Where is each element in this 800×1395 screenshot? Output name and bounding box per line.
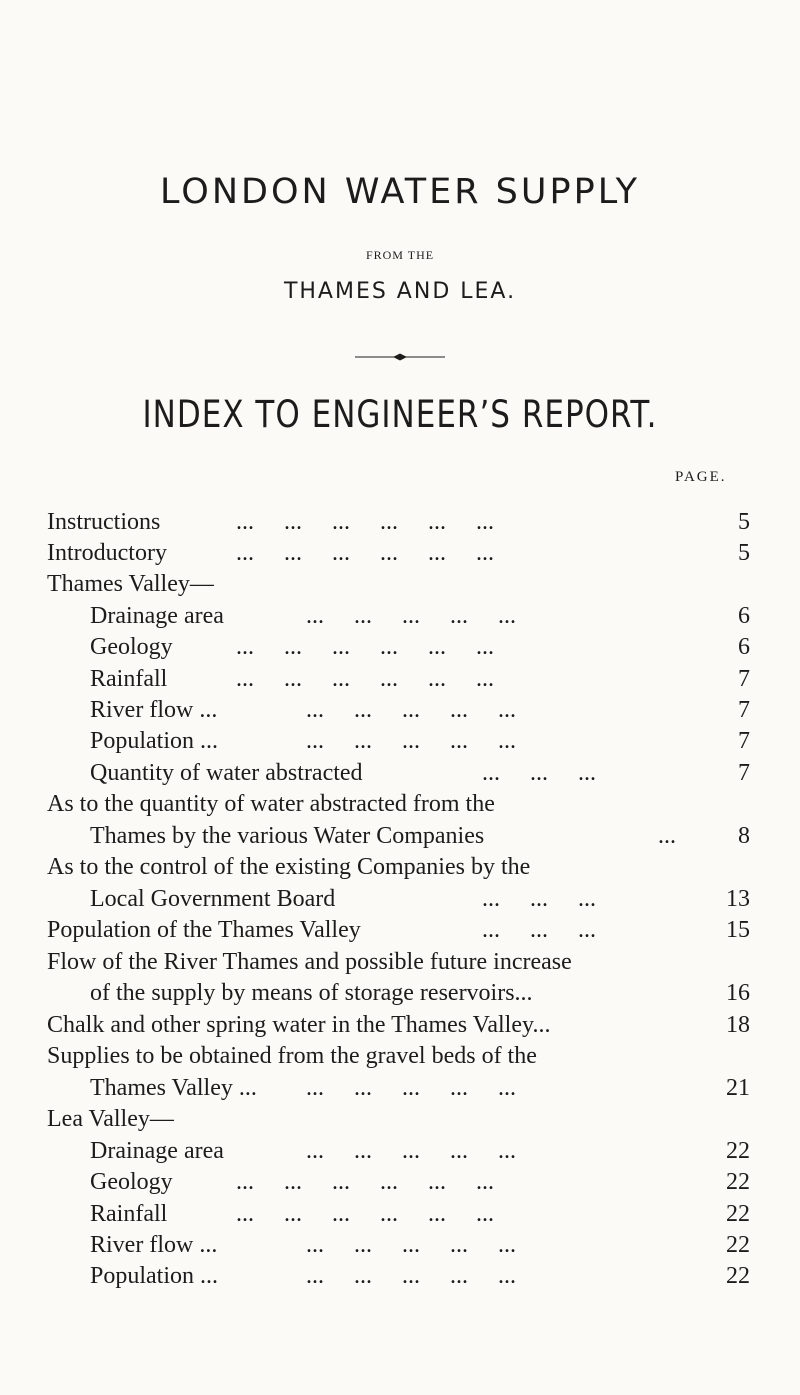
leader-dots: ... bbox=[658, 823, 676, 849]
leader-dots: ... ... ... ... ... ... bbox=[236, 634, 494, 660]
from-the-label: FROM THE bbox=[365, 248, 435, 262]
page-number: 5 bbox=[738, 540, 750, 566]
index-entry-text: Instructions bbox=[47, 509, 161, 535]
index-entry-text: of the supply by means of storage reservoirs... bbox=[90, 980, 533, 1006]
page-number: 13 bbox=[726, 886, 750, 912]
index-entry-text: Drainage area bbox=[90, 603, 224, 629]
leader-dots: ... ... ... ... ... ... bbox=[236, 540, 494, 566]
leader-dots: ... ... ... bbox=[482, 917, 596, 943]
page-number: 7 bbox=[738, 666, 750, 692]
index-entry-text: Geology bbox=[90, 1169, 173, 1195]
leader-dots: ... ... ... ... ... ... bbox=[236, 1169, 494, 1195]
page-number: 22 bbox=[726, 1138, 750, 1164]
page-number: 22 bbox=[726, 1263, 750, 1289]
index-entry-text: River flow ... bbox=[90, 697, 218, 723]
leader-dots: ... ... ... ... ... bbox=[306, 1138, 516, 1164]
index-title: INDEX TO ENGINEER’S REPORT. bbox=[142, 393, 658, 437]
page-number: 5 bbox=[738, 509, 750, 535]
index-entry-text: As to the quantity of water abstracted from the bbox=[47, 791, 495, 817]
leader-dots: ... ... ... ... ... bbox=[306, 603, 516, 629]
page-number: 7 bbox=[738, 760, 750, 786]
page-number: 18 bbox=[726, 1012, 750, 1038]
page-number: 8 bbox=[738, 823, 750, 849]
page-number: 15 bbox=[726, 917, 750, 943]
page-number: 7 bbox=[738, 728, 750, 754]
index-entry-text: Geology bbox=[90, 634, 173, 660]
index-entry-text: Introductory bbox=[47, 540, 167, 566]
page-number: 22 bbox=[726, 1169, 750, 1195]
section-heading: Lea Valley— bbox=[47, 1106, 174, 1132]
index-entry-text: Population of the Thames Valley bbox=[47, 917, 361, 943]
leader-dots: ... ... ... ... ... ... bbox=[236, 1201, 494, 1227]
section-heading: Thames Valley— bbox=[47, 571, 214, 597]
index-entry-text: Rainfall bbox=[90, 1201, 168, 1227]
leader-dots: ... ... ... ... ... bbox=[306, 728, 516, 754]
document-title: LONDON WATER SUPPLY bbox=[160, 172, 640, 212]
page-number: 22 bbox=[726, 1201, 750, 1227]
index-entry-text: Thames Valley ... bbox=[90, 1075, 257, 1101]
page-number: 6 bbox=[738, 634, 750, 660]
leader-dots: ... ... ... ... ... ... bbox=[236, 509, 494, 535]
page-number: 21 bbox=[726, 1075, 750, 1101]
leader-dots: ... ... ... ... ... bbox=[306, 1075, 516, 1101]
index-entry-text: River flow ... bbox=[90, 1232, 218, 1258]
document-subtitle: THAMES AND LEA. bbox=[283, 279, 517, 304]
leader-dots: ... ... ... bbox=[482, 760, 596, 786]
index-entry-text: Drainage area bbox=[90, 1138, 224, 1164]
index-entry-text: Rainfall bbox=[90, 666, 168, 692]
index-entry-text: Population ... bbox=[90, 728, 219, 754]
index-entry-text: Population ... bbox=[90, 1263, 219, 1289]
leader-dots: ... ... ... ... ... ... bbox=[236, 666, 494, 692]
page-number: 6 bbox=[738, 603, 750, 629]
leader-dots: ... ... ... ... ... bbox=[306, 697, 516, 723]
page-number: 7 bbox=[738, 697, 750, 723]
page-column-header: PAGE. bbox=[675, 469, 727, 485]
leader-dots: ... ... ... ... ... bbox=[306, 1232, 516, 1258]
page-number: 16 bbox=[726, 980, 750, 1006]
leader-dots: ... ... ... bbox=[482, 886, 596, 912]
index-entry-text: Thames by the various Water Companies bbox=[90, 823, 485, 849]
index-entry-text: Chalk and other spring water in the Thames Valley... bbox=[47, 1012, 551, 1038]
index-entry-text: Supplies to be obtained from the gravel beds of the bbox=[47, 1043, 537, 1069]
leader-dots: ... ... ... ... ... bbox=[306, 1263, 516, 1289]
page-number: 22 bbox=[726, 1232, 750, 1258]
index-entry-text: As to the control of the existing Companies by the bbox=[47, 854, 531, 880]
index-entry-text: Local Government Board bbox=[90, 886, 336, 912]
index-entry-text: Flow of the River Thames and possible future increase bbox=[47, 949, 572, 975]
index-entry-text: Quantity of water abstracted bbox=[90, 760, 363, 786]
